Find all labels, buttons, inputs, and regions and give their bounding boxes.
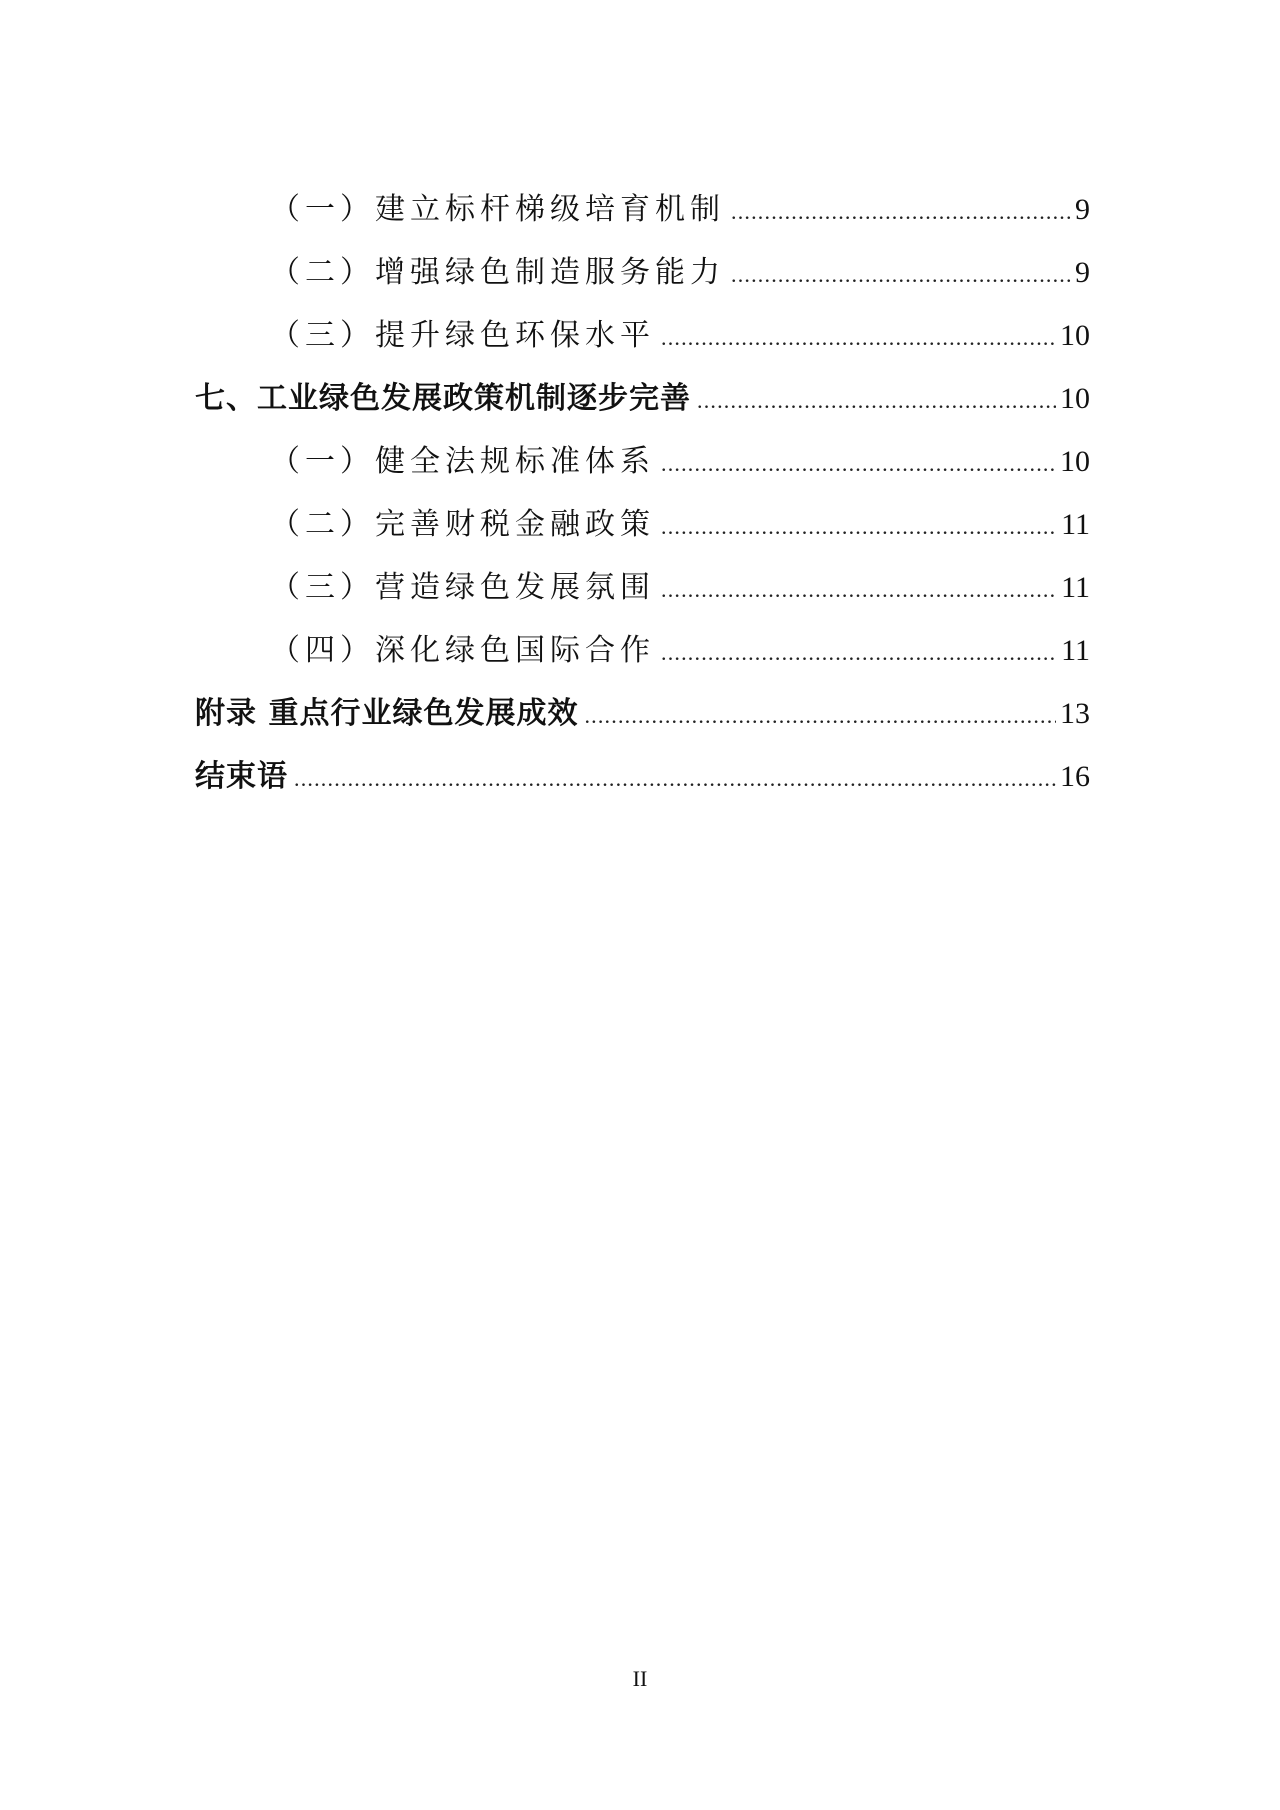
toc-dot-leader [661, 313, 1056, 363]
toc-entry-title: （一）建立标杆梯级培育机制 [270, 192, 725, 227]
toc-dot-leader [661, 565, 1057, 615]
toc-dot-leader [697, 376, 1056, 426]
toc-entry-title: （四）深化绿色国际合作 [270, 633, 655, 668]
toc-entry-4[interactable] [195, 374, 1090, 424]
toc-entry-3[interactable] [270, 311, 1090, 361]
toc-entry-1[interactable] [270, 185, 1090, 235]
toc-dot-leader [661, 628, 1057, 678]
toc-entry-title: （三）提升绿色环保水平 [270, 318, 655, 353]
toc-entry-7[interactable] [270, 563, 1090, 613]
toc-dot-leader [294, 754, 1056, 804]
toc-entry-page: 11 [1061, 571, 1090, 604]
toc-entry-title: （一）健全法规标准体系 [270, 444, 655, 479]
toc-dot-leader [731, 187, 1071, 237]
toc-entry-page: 10 [1060, 319, 1090, 352]
toc-entry-page: 11 [1061, 508, 1090, 541]
toc-entry-10[interactable] [195, 752, 1090, 802]
toc-entry-page: 10 [1060, 445, 1090, 478]
toc-entry-5[interactable] [270, 437, 1090, 487]
toc-dot-leader [731, 250, 1071, 300]
toc-entry-2[interactable] [270, 248, 1090, 298]
toc-entry-page: 9 [1075, 256, 1090, 289]
page-number: II [632, 1666, 648, 1691]
toc-entry-page: 9 [1075, 193, 1090, 226]
toc-entry-page: 16 [1060, 760, 1090, 793]
toc-entry-8[interactable] [270, 626, 1090, 676]
toc-entry-title: 附录 重点行业绿色发展成效 [195, 696, 579, 731]
toc-entry-title: 七、工业绿色发展政策机制逐步完善 [195, 381, 691, 416]
toc-entry-page: 11 [1061, 634, 1090, 667]
toc-entry-page: 10 [1060, 382, 1090, 415]
toc-dot-leader [661, 502, 1057, 552]
toc-dot-leader [661, 439, 1056, 489]
toc-dot-leader [584, 691, 1056, 741]
toc-entry-title: （二）完善财税金融政策 [270, 507, 655, 542]
toc-entry-title: （二）增强绿色制造服务能力 [270, 255, 725, 290]
toc-entry-6[interactable] [270, 500, 1090, 550]
toc-entry-page: 13 [1060, 697, 1090, 730]
toc-entry-9[interactable] [195, 689, 1090, 739]
toc-entry-title: 结束语 [195, 759, 288, 794]
toc-entry-title: （三）营造绿色发展氛围 [270, 570, 655, 605]
